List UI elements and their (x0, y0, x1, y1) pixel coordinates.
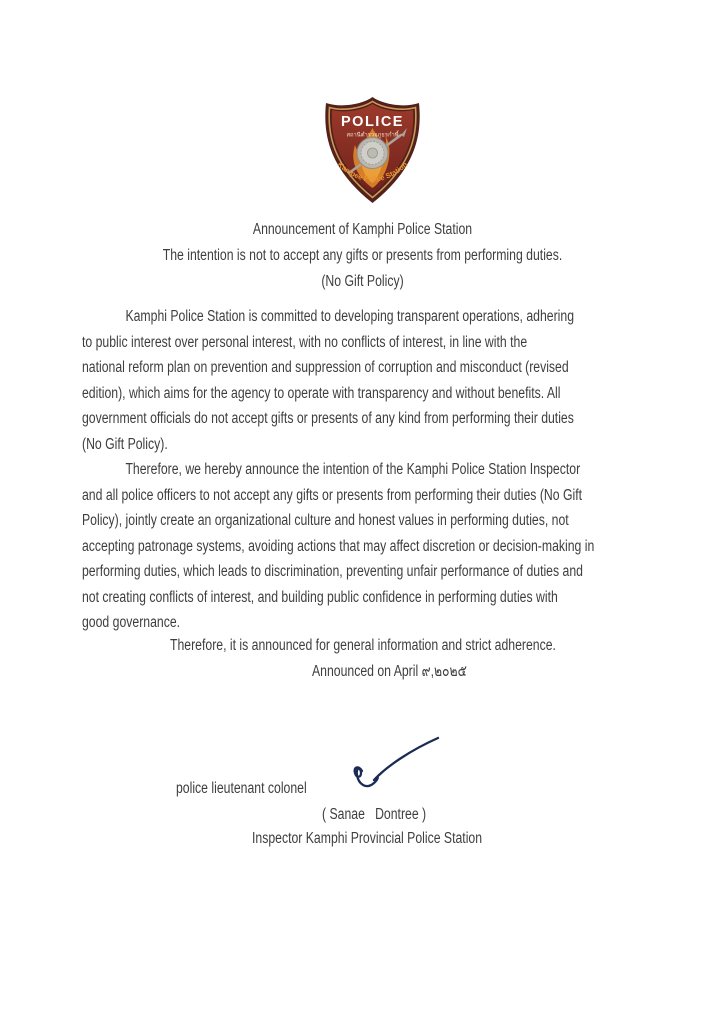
paragraph-2-line: accepting patronage systems, avoiding actions that may affect discretion or decision-making in (82, 537, 595, 555)
title-line-3: (No Gift Policy) (321, 273, 404, 290)
paragraph-1-line: to public interest over personal interest, with no conflicts of interest, in line with the (82, 333, 528, 351)
badge-curved-station-text: Kampee Police Station (335, 159, 410, 184)
paragraph-2-line: good governance. (82, 614, 181, 631)
signer-name: ( Sanae Dontree ) (322, 806, 427, 823)
title-line-1: Announcement of Kamphi Police Station (252, 221, 473, 238)
signature-area (335, 716, 450, 804)
paragraph-2-line: and all police officers to not accept any gifts or presents from performing their duties (No Gift (82, 486, 583, 504)
paragraph-1 (82, 304, 702, 457)
paragraph-1-line: (No Gift Policy). (82, 435, 168, 453)
police-station-badge (320, 95, 425, 205)
medallion-center (368, 148, 378, 158)
paragraph-2-line: Therefore, we hereby announce the intention of the Kamphi Police Station Inspector (125, 461, 581, 478)
police-shield-icon (320, 95, 425, 205)
announcement-date: Announced on April ๙,๒๐๒๕ (312, 663, 467, 680)
badge-thai-station-name: สถานีตำรวจภูธรกำพี้ (346, 132, 399, 139)
paragraph-2-line: Policy), jointly create an organizational culture and honest values in performing duties, not (82, 512, 569, 529)
handwritten-signature-icon (335, 716, 450, 804)
paragraph-1-line: national reform plan on prevention and suppression of corruption and misconduct (revised (82, 359, 569, 376)
title-line-2: The intention is not to accept any gifts or presents from performing duties. (162, 247, 563, 264)
closing-statement: Therefore, it is announced for general information and strict adherence. (170, 637, 556, 654)
paragraph-2-line: not creating conflicts of interest, and building public confidence in performing duties with (82, 588, 558, 606)
announcement-title-block (0, 217, 725, 295)
paragraph-1-line: government officials do not accept gifts or presents of any kind from performing their duties (82, 410, 574, 427)
signer-position: Inspector Kamphi Provincial Police Station (252, 830, 483, 847)
paragraph-1-line: edition), which aims for the agency to operate with transparency and without benefits. All (82, 384, 561, 402)
paragraph-2-line: performing duties, which leads to discrimination, preventing unfair performance of duties and (82, 563, 583, 580)
badge-police-label: POLICE (341, 114, 404, 130)
paragraph-2 (82, 457, 702, 636)
paragraph-1-line: Kamphi Police Station is committed to developing transparent operations, adhering (125, 308, 575, 325)
signer-rank: police lieutenant colonel (176, 780, 307, 797)
